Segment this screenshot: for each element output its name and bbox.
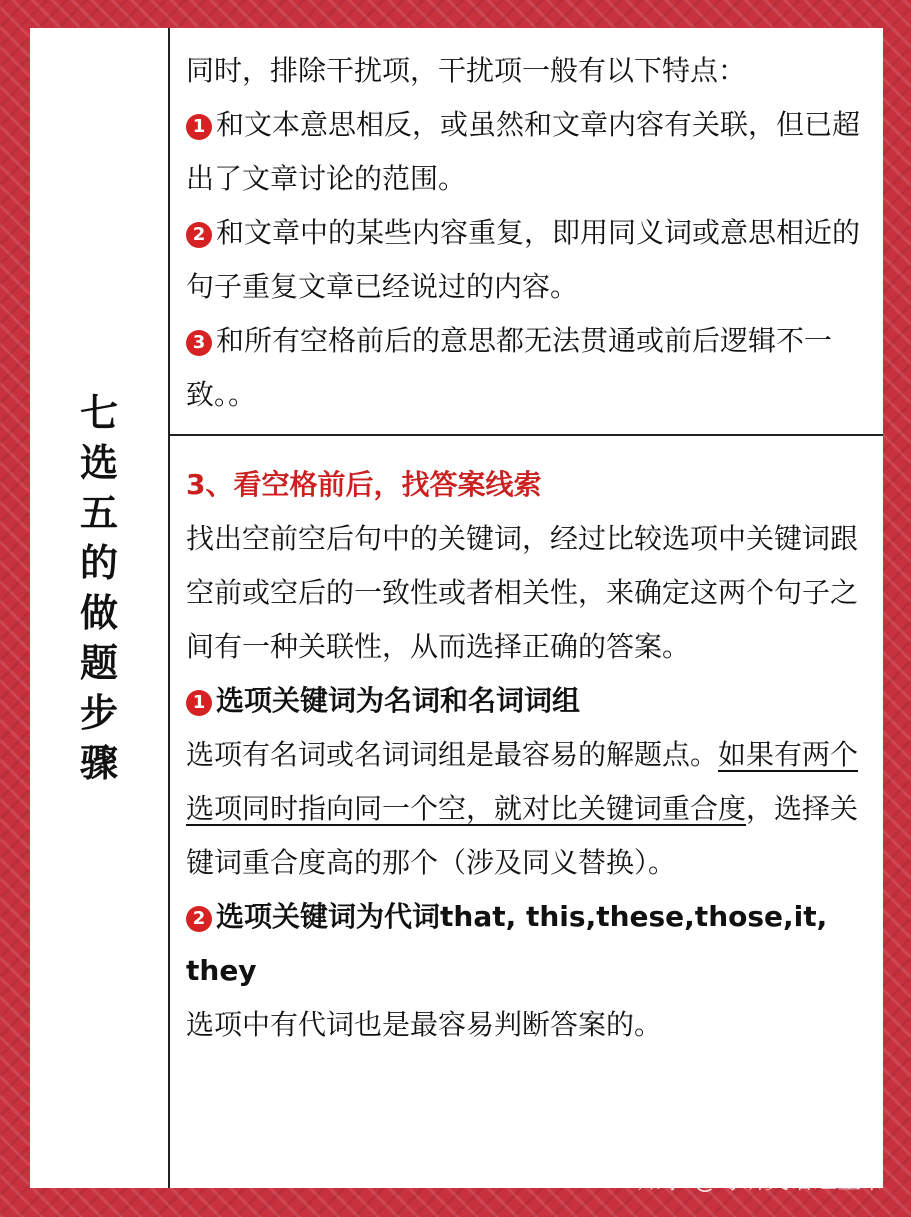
sub1-text-underlined: 如果有两个选项同时指向同一个空，就对比关键词重合度 — [186, 738, 859, 825]
list-item — [186, 98, 866, 206]
section-divider — [168, 434, 883, 436]
sub2-heading — [186, 890, 866, 998]
vertical-title — [80, 388, 118, 788]
section-clues — [186, 458, 866, 1052]
title-char: 的 — [79, 541, 118, 585]
title-char: 题 — [79, 641, 118, 685]
sub1-text-a: 选项有名词或名词词组是最容易的解题点。 — [186, 738, 719, 771]
title-char: 五 — [79, 491, 118, 535]
content-card — [30, 28, 883, 1188]
sub2-heading-text: 选项关键词为代词that, this,these,those,it, they — [186, 900, 828, 987]
title-char: 做 — [79, 591, 118, 635]
sub1-heading — [186, 674, 866, 728]
watermark: 知乎 @考研英语红宝书 — [637, 1166, 885, 1194]
section2-body: 找出空前空后句中的关键词，经过比较选项中关键词跟空前或空后的一致性或者相关性，来确定这两个句子之间有一种关联性，从而选择正确的答案。 — [186, 522, 859, 663]
list-item-text: 和文章中的某些内容重复，即用同义词或意思相近的句子重复文章已经说过的内容。 — [186, 216, 861, 303]
number-badge-icon: 2 — [186, 906, 212, 932]
list-item-text: 和文本意思相反，或虽然和文章内容有关联，但已超出了文章讨论的范围。 — [186, 108, 861, 195]
sub1-text — [186, 728, 866, 890]
list-item — [186, 314, 866, 422]
section-distractors — [186, 44, 866, 422]
title-column — [30, 28, 170, 1188]
title-char: 步 — [79, 691, 118, 735]
number-badge-icon: 3 — [186, 330, 212, 356]
number-badge-icon: 1 — [186, 690, 212, 716]
number-badge-icon: 2 — [186, 222, 212, 248]
section1-intro: 同时，排除干扰项，干扰项一般有以下特点： — [186, 54, 747, 87]
title-char: 七 — [79, 391, 118, 435]
sub1-text-b: ，选择关键词重合度高的那个（涉及同义替换）。 — [186, 792, 859, 879]
list-item — [186, 206, 866, 314]
list-item-text: 和所有空格前后的意思都无法贯通或前后逻辑不一致。。 — [186, 324, 833, 411]
number-badge-icon: 1 — [186, 114, 212, 140]
title-char: 骤 — [79, 741, 118, 785]
title-char: 选 — [79, 441, 118, 485]
sub1-heading-text: 选项关键词为名词和名词词组 — [216, 684, 581, 717]
sub2-text: 选项中有代词也是最容易判断答案的。 — [186, 1008, 663, 1041]
section2-heading: 3、看空格前后，找答案线索 — [186, 468, 542, 501]
